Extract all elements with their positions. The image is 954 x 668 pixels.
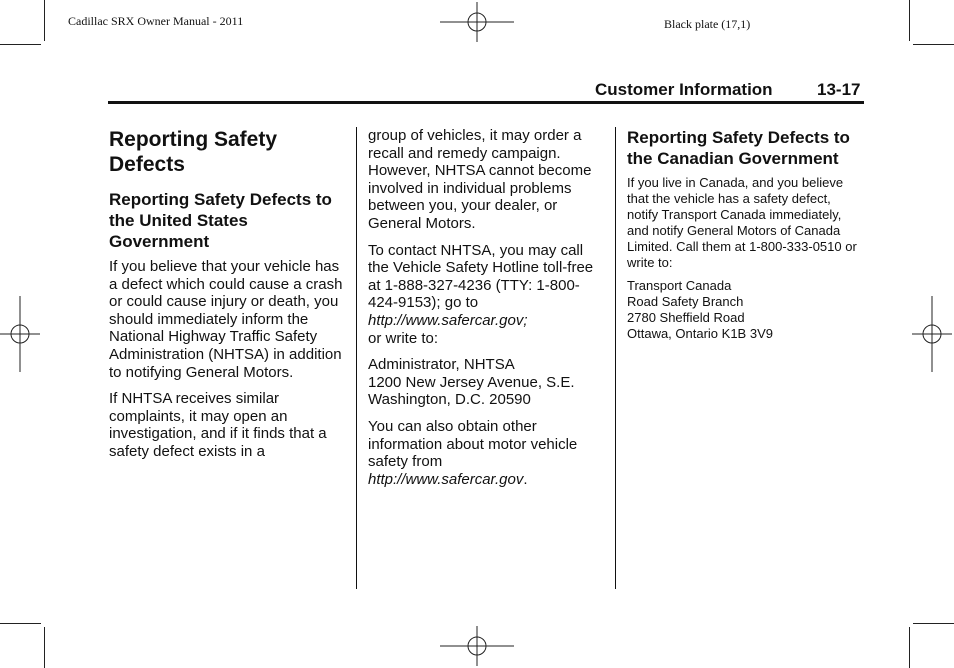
crop-mark	[44, 627, 45, 668]
column-divider	[615, 127, 616, 589]
column-3	[627, 127, 862, 349]
crop-mark	[909, 0, 910, 41]
us-paragraph-2-end: group of vehicles, it may order a recall and remedy campaign. However, NHTSA cannot become involved in individual problems between you, your dealer, or General Motors.	[368, 127, 592, 232]
contact-text: To contact NHTSA, you may call the Vehicle Safety Hotline toll-free at 1-888-327-4236 (TTY: 1-800-424-9153); go to	[368, 241, 594, 312]
more-info-paragraph	[368, 418, 603, 488]
header-rule	[108, 101, 864, 104]
column-1	[109, 127, 344, 470]
registration-mark-icon	[0, 296, 40, 372]
crop-mark	[0, 623, 41, 624]
address-line: Administrator, NHTSA	[368, 356, 515, 374]
address-line: Road Safety Branch	[627, 294, 744, 309]
address-line: 1200 New Jersey Avenue, S.E.	[368, 373, 575, 391]
us-paragraph-1: If you believe that your vehicle has a defect which could cause a crash or could cause injury or death, you should immediately inform the National Highway Traffic Safety Administration (NHTSA) in addition to notifying General Motors.	[109, 258, 343, 381]
registration-mark-icon	[440, 2, 514, 42]
address-line: Transport Canada	[627, 278, 732, 293]
section-name: Customer Information	[595, 80, 773, 99]
column-2	[368, 127, 603, 497]
nhtsa-website-link[interactable]: http://www.safercar.gov;	[368, 311, 528, 329]
column-divider	[356, 127, 357, 589]
canada-paragraph-1: If you live in Canada, and you believe that the vehicle has a safety defect, notify Transport Canada immediately, and notify General Motors of Canada Limited. Call them at 1-800-333-0510 or write to:	[627, 175, 857, 270]
registration-mark-icon	[912, 296, 952, 372]
crop-mark	[913, 44, 954, 45]
print-slug-right: Black plate (17,1)	[664, 17, 751, 31]
page-title: Reporting Safety Defects	[109, 128, 278, 176]
transport-canada-address	[627, 278, 862, 342]
crop-mark	[909, 627, 910, 668]
crop-mark	[0, 44, 41, 45]
more-info-tail: .	[523, 470, 528, 488]
more-info-text: You can also obtain other information about motor vehicle safety from	[368, 417, 578, 471]
crop-mark	[44, 0, 45, 41]
print-slug-left: Cadillac SRX Owner Manual - 2011	[68, 14, 244, 28]
nhtsa-address	[368, 356, 603, 409]
canada-section-heading: Reporting Safety Defects to the Canadian Government	[627, 128, 850, 168]
us-section-heading: Reporting Safety Defects to the United States Government	[109, 190, 332, 251]
page-number: 13-17	[817, 80, 861, 99]
contact-paragraph	[368, 242, 603, 348]
crop-mark	[913, 623, 954, 624]
address-line: Washington, D.C. 20590	[368, 391, 531, 409]
us-paragraph-2-start: If NHTSA receives similar complaints, it may open an investigation, and if it finds that a safety defect exists in a	[109, 390, 327, 460]
safercar-link[interactable]: http://www.safercar.gov	[368, 470, 524, 488]
address-line: Ottawa, Ontario K1B 3V9	[627, 326, 773, 341]
address-line: 2780 Sheffield Road	[627, 310, 745, 325]
registration-mark-icon	[440, 626, 514, 666]
contact-tail: or write to:	[368, 329, 439, 347]
